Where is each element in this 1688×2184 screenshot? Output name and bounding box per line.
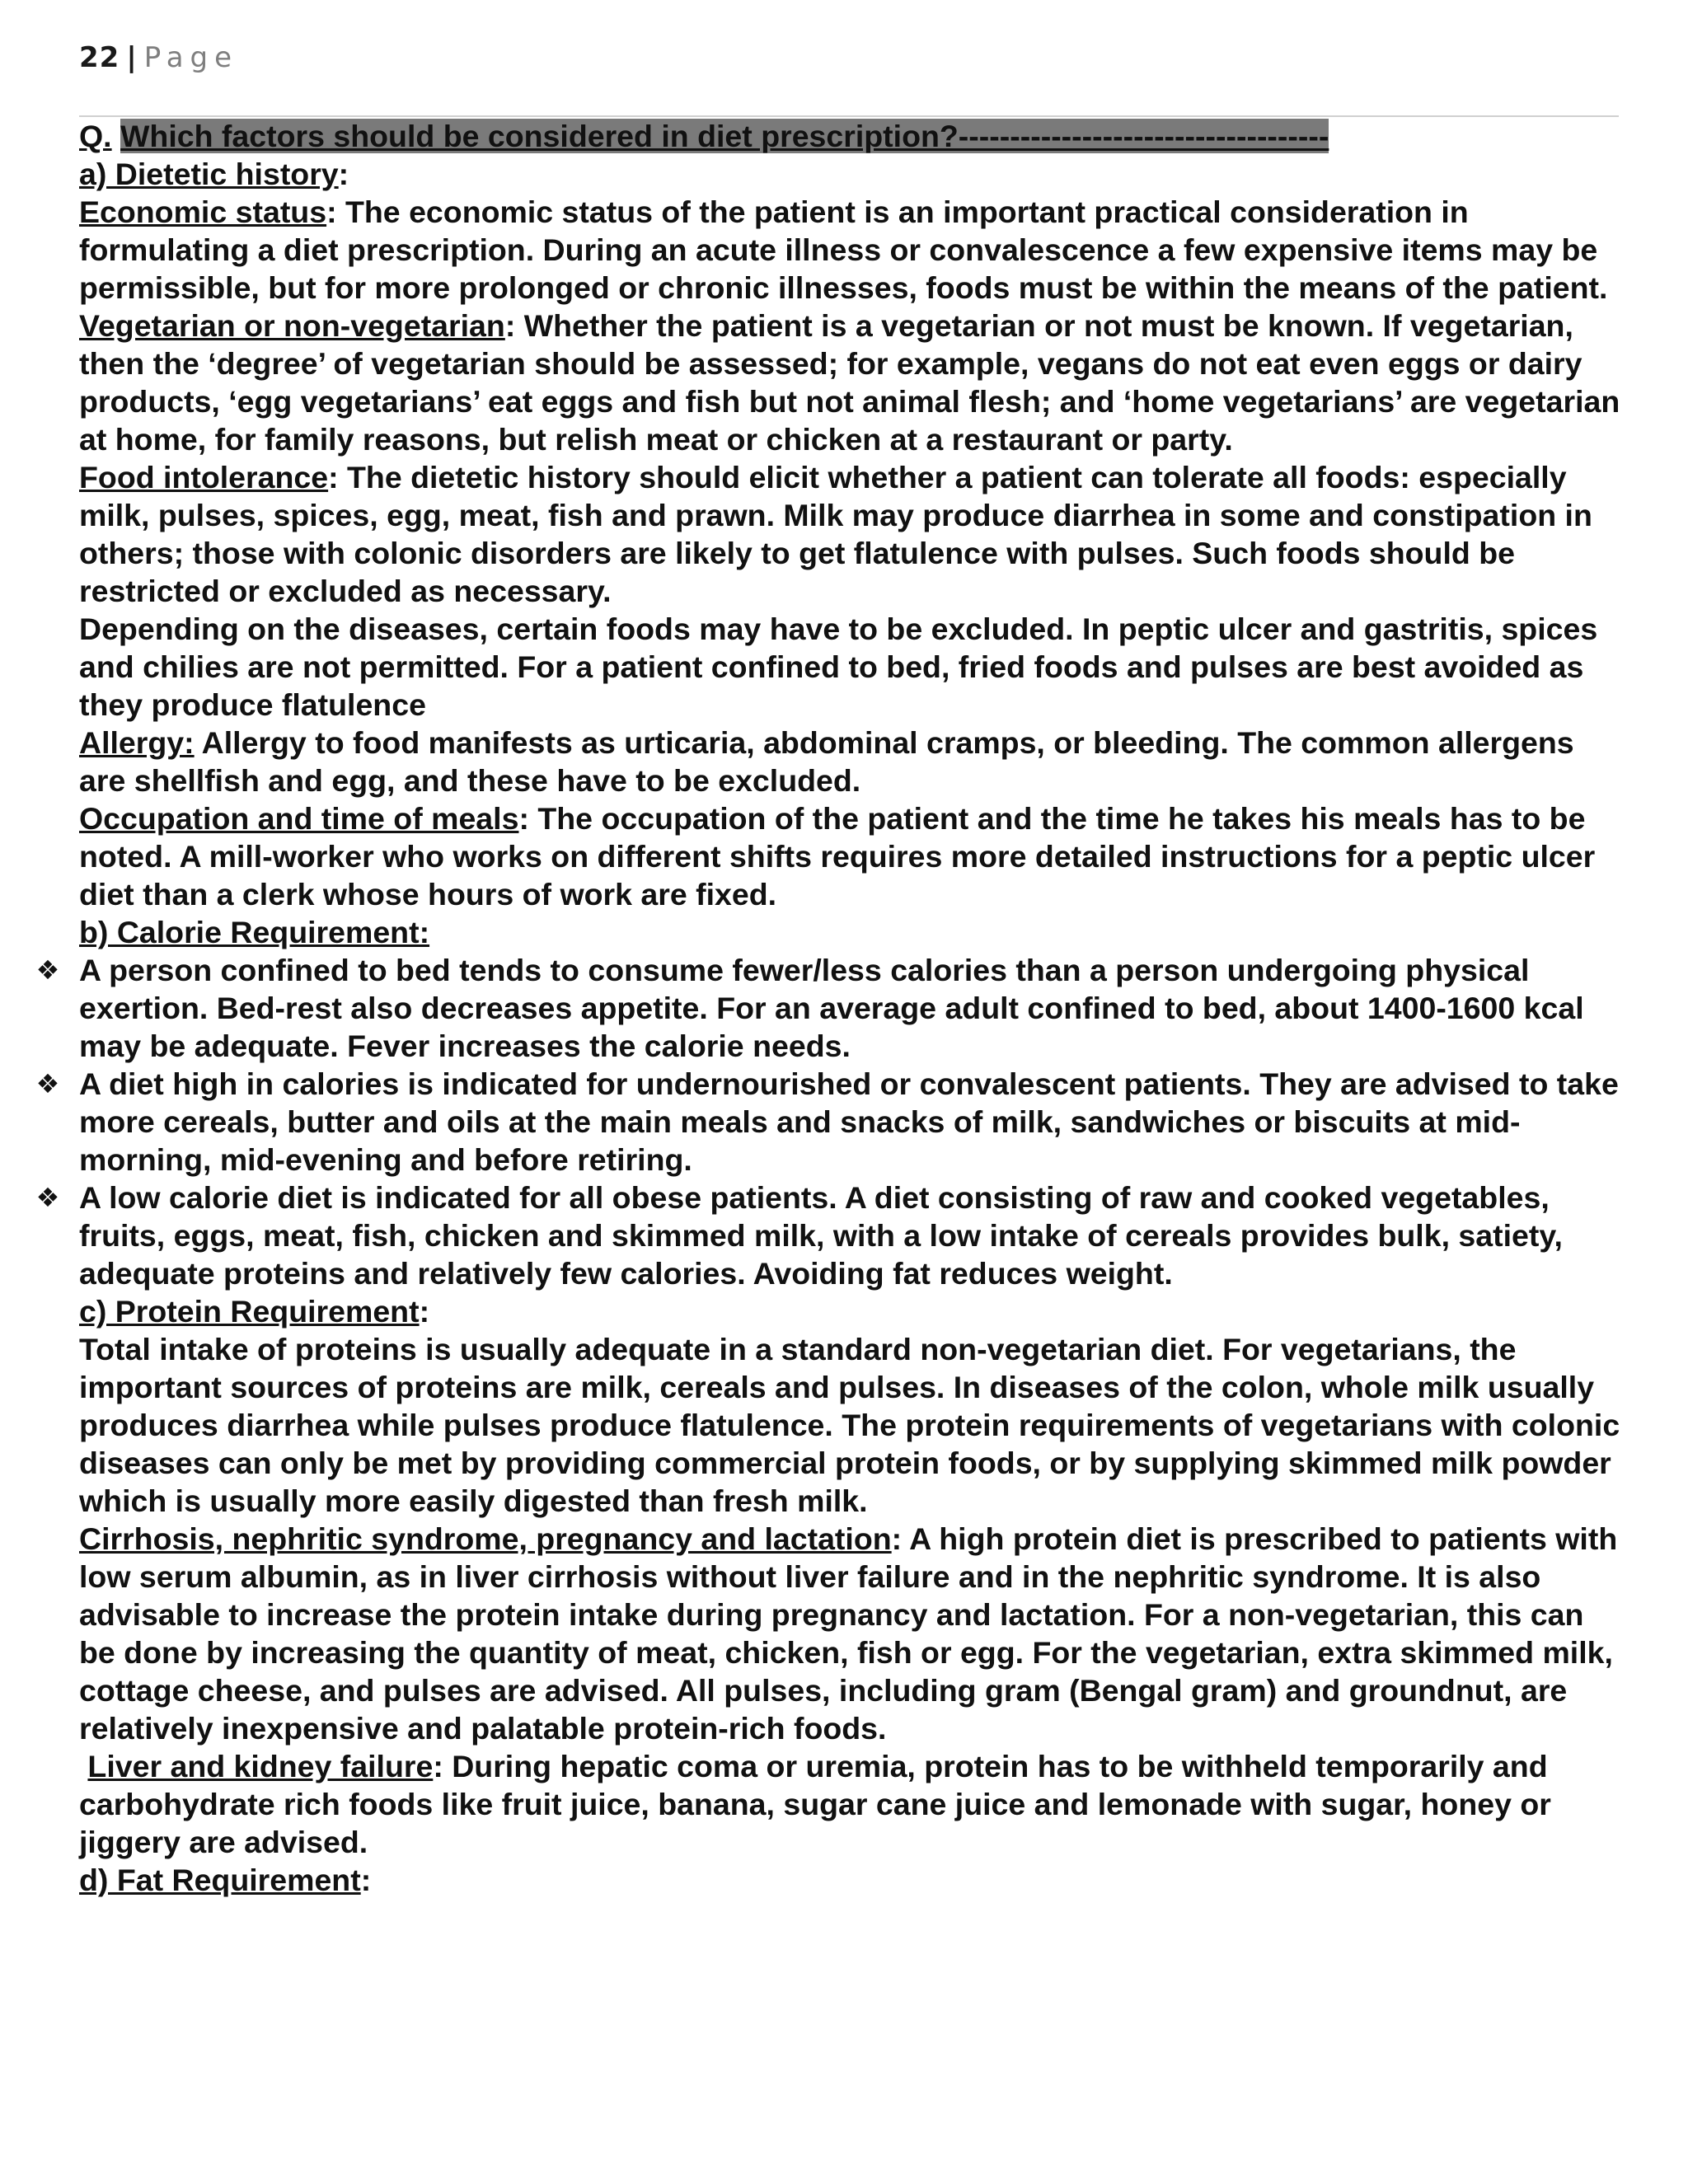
diamond-bullet-icon: ❖ [35,954,60,986]
protein-intro-paragraph: Total intake of proteins is usually adequate in a standard non-vegetarian diet. For vegetarians, the important sources of proteins are milk, cereals and pulses. In diseases of the colon, whole milk usually produces diarrhea while pulses produce flatulence. The protein requirements of vegetarians with colonic diseases can only be met by providing commercial protein foods, or by supplying skimmed milk powder which is usually more easily digested than fresh milk. [79,1332,1620,1518]
section-c-heading [79,1292,1620,1330]
page-separator: | [126,41,138,74]
economic-status-label: Economic status [79,194,327,229]
question-text: Which factors should be considered in diet prescription?------------------------------------ [120,119,1329,153]
occupation-label: Occupation and time of meals [79,801,519,836]
occupation-text: : The occupation of the patient and the time he takes his meals has to be noted. A mill-worker who works on different shifts requires more detailed instructions for a peptic ulcer diet than a clerk whose hours of work are fixed. [79,801,1596,912]
section-b-title: b) Calorie Requirement: [79,915,430,949]
allergy-text: Allergy to food manifests as urticaria, abdominal cramps, or bleeding. The common allergens are shellfish and egg, and these have to be excluded. [79,725,1574,798]
liver-kidney-text: : During hepatic coma or uremia, protein has to be withheld temporarily and carbohydrate rich foods like fruit juice, banana, sugar cane juice and lemonade with sugar, honey or jiggery are advised. [79,1749,1551,1859]
calorie-bullet-text: A low calorie diet is indicated for all obese patients. A diet consisting of raw and cooked vegetables, fruits, eggs, meat, fish, chicken and skimmed milk, with a low intake of cereals provides bulk, satiety, adequate proteins and relatively few calories. Avoiding fat reduces weight. [79,1180,1563,1291]
page-word: Page [143,41,239,74]
question-heading [79,117,1620,155]
diseases-paragraph: Depending on the diseases, certain foods may have to be excluded. In peptic ulcer and gastritis, spices and chilies are not permitted. For a patient confined to bed, fried foods and pulses are best avoided as they produce flatulence [79,612,1598,722]
calorie-bullet-item [35,1179,1620,1292]
cirrhosis-text: : A high protein diet is prescribed to patients with low serum albumin, as in liver cirrhosis without liver failure and in the nephritic syndrome. It is also advisable to increase the protein intake during pregnancy and lactation. For a non-vegetarian, this can be done by increasing the quantity of meat, chicken, fish or egg. For the vegetarian, extra skimmed milk, cottage cheese, and pulses are advised. All pulses, including gram (Bengal gram) and groundnut, are relatively inexpensive and palatable protein-rich foods. [79,1521,1618,1746]
economic-status-text: : The economic status of the patient is an important practical consideration in formulating a diet prescription. During an acute illness or convalescence a few expensive items may be permissible, but for more prolonged or chronic illnesses, foods must be within the means of the patient. [79,194,1608,305]
page-header [79,41,238,74]
food-intolerance-text: : The dietetic history should elicit whether a patient can tolerate all foods: especially milk, pulses, spices, egg, meat, fish and prawn. Milk may produce diarrhea in some and constipation in others; those with colonic disorders are likely to get flatulence with pulses. Such foods should be restricted or excluded as necessary. [79,460,1592,608]
section-b-heading [79,913,1620,951]
liver-kidney-paragraph [79,1747,1620,1861]
vegetarian-label: Vegetarian or non-vegetarian [79,308,505,343]
liver-kidney-label: Liver and kidney failure [87,1749,434,1783]
calorie-bullet-text: A diet high in calories is indicated for undernourished or convalescent patients. They are advised to take more cereals, butter and oils at the main meals and snacks of milk, sandwiches or biscuits at mid-morning, mid-evening and before retiring. [79,1066,1619,1177]
section-a-title: a) Dietetic history [79,157,339,191]
vegetarian-paragraph [79,307,1620,458]
section-c-title: c) Protein Requirement [79,1294,420,1329]
section-d-heading [79,1861,1620,1899]
section-d-colon: : [360,1863,372,1897]
page-number: 22 [79,41,120,74]
economic-status-paragraph [79,193,1620,307]
section-a-colon: : [338,157,349,191]
calorie-bullet-text: A person confined to bed tends to consume fewer/less calories than a person undergoing physical exertion. Bed-rest also decreases appetite. For an average adult confined to bed, about 1400-1600 kcal may be adequate. Fever increases the calorie needs. [79,953,1584,1063]
diamond-bullet-icon: ❖ [35,1068,60,1099]
calorie-bullet-item [35,1065,1620,1179]
food-intolerance-label: Food intolerance [79,460,329,494]
section-c-colon: : [419,1294,430,1329]
section-a-heading [79,155,1620,193]
calorie-bullet-item [35,951,1620,1065]
allergy-label: Allergy: [79,725,195,760]
food-intolerance-paragraph [79,458,1620,610]
diamond-bullet-icon: ❖ [35,1182,60,1213]
document-body [35,117,1620,1899]
question-prefix: Q. [79,119,112,153]
vegetarian-text: : Whether the patient is a vegetarian or not must be known. If vegetarian, then the ‘degree’ of vegetarian should be assessed; for example, vegans do not eat even eggs or dairy products, ‘egg vegetarians’ eat eggs and fish but not animal flesh; and ‘home vegetarians’ are vegetarian at home, for family reasons, but relish meat or chicken at a restaurant or party. [79,308,1620,457]
allergy-paragraph [79,724,1620,799]
cirrhosis-paragraph [79,1520,1620,1747]
cirrhosis-label: Cirrhosis, nephritic syndrome, pregnancy and lactation [79,1521,892,1556]
occupation-paragraph [79,799,1620,913]
section-d-title: d) Fat Requirement [79,1863,361,1897]
